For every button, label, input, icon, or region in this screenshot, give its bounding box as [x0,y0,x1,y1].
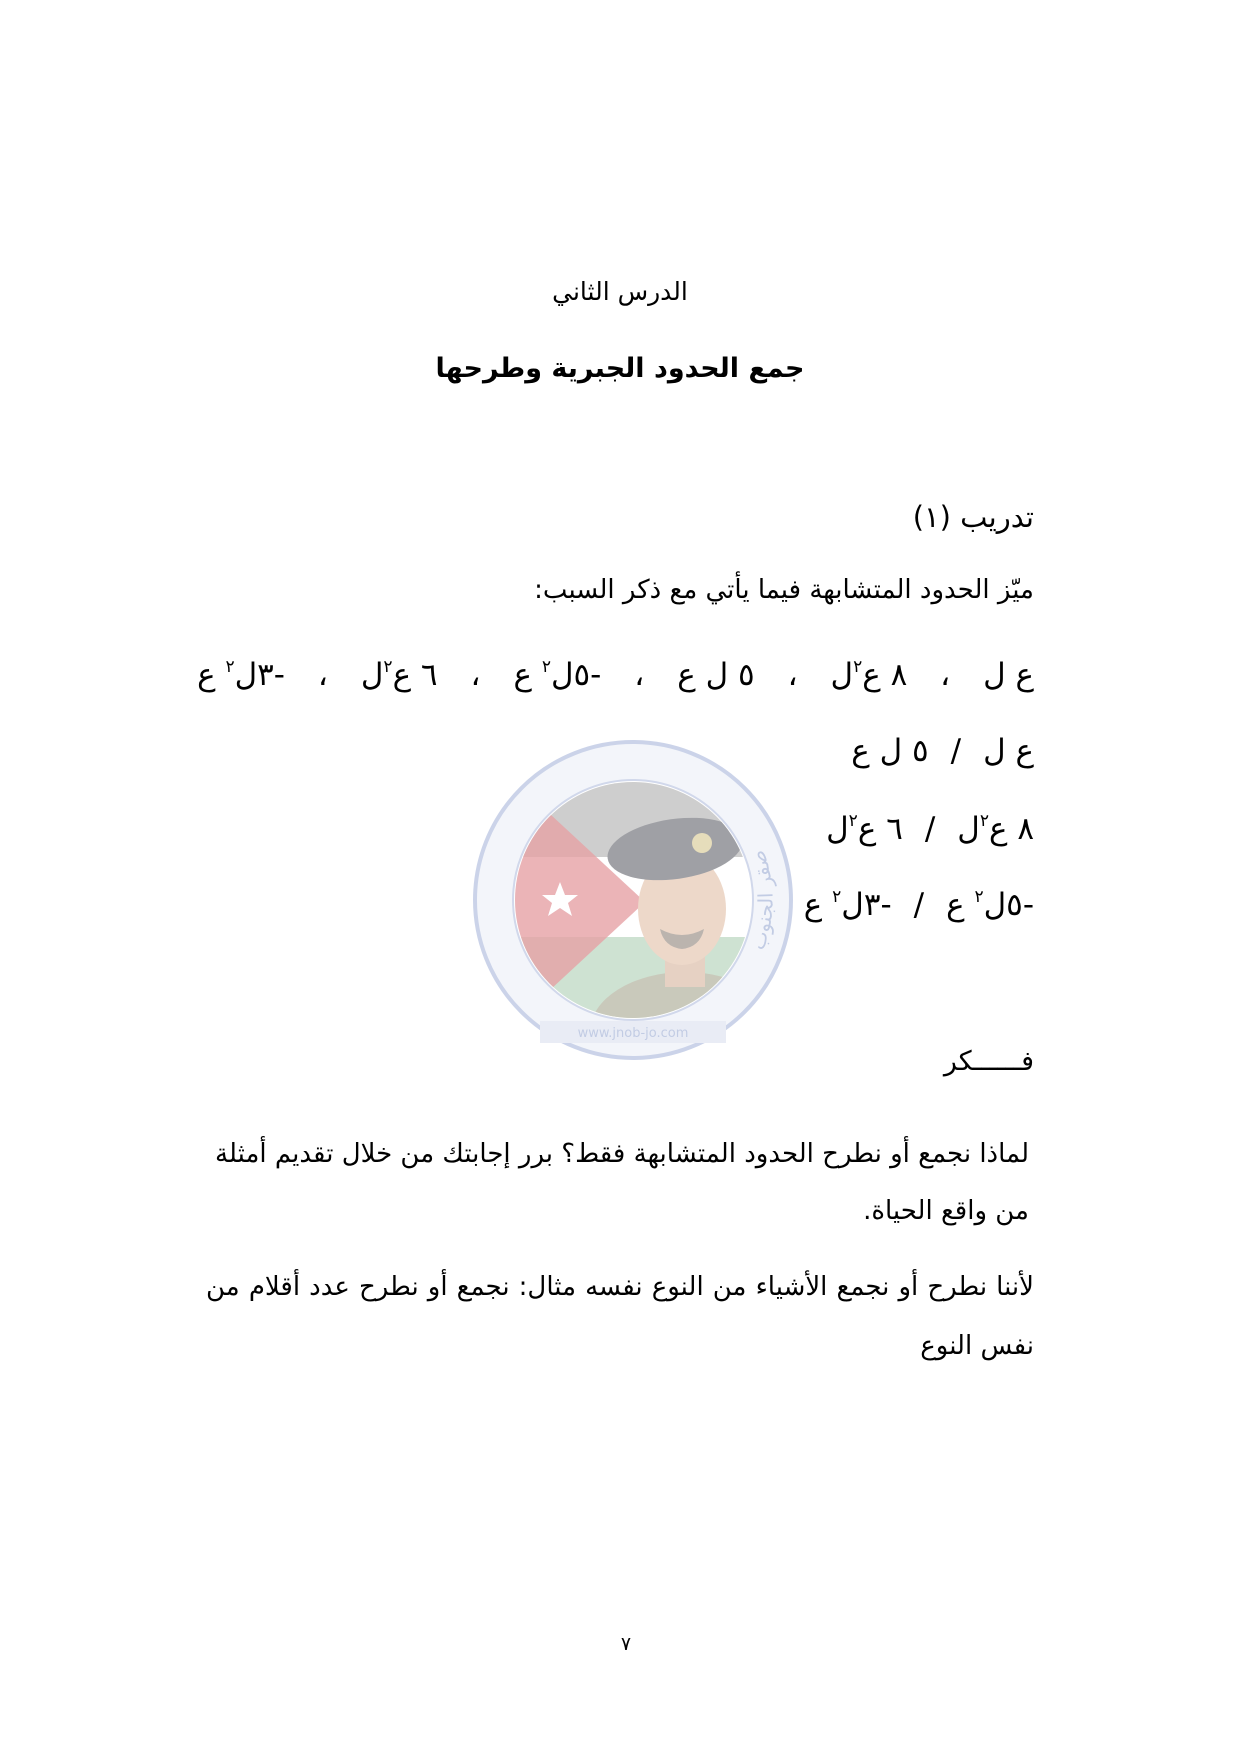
emblem-ring-text: صقر الجنوب [745,847,778,953]
watermark-emblem [470,737,796,1063]
term-separator: ، [317,657,328,693]
term-exponent: ٢ [979,811,989,832]
term-base: -٣ل [234,657,285,693]
beret-badge-icon [692,833,712,853]
think-answer [206,1258,1034,1376]
algebraic-term [831,654,908,701]
term-base: ٨ ع [988,811,1034,847]
term-rest: ع [946,887,975,923]
term-exponent: ٢ [383,657,393,678]
algebraic-term [946,884,1034,931]
exercise-heading: تدريب (١) [912,500,1034,534]
algebraic-term [983,654,1034,696]
term-base: ٦ ع [857,811,903,847]
term-rest: ل [830,657,854,693]
like-terms-pair [804,884,1034,931]
term-exponent: ٢ [848,811,858,832]
term-rest: ع [803,887,833,923]
term-rest: ل [826,811,849,847]
term-separator: ، [940,657,951,693]
term-exponent: ٢ [541,657,551,678]
algebraic-term [361,654,438,701]
algebraic-term [197,654,285,701]
term-rest: ع [197,657,226,693]
page-number: ٧ [620,1633,632,1655]
algebraic-term [804,884,892,931]
pair-divider: / [950,733,962,769]
question-line: من واقع الحياة. [863,1196,1029,1226]
think-heading: فــــــكر [943,1046,1034,1077]
term-base: ٥ ل ع [851,733,929,769]
term-base: ع ل [983,733,1034,769]
term-exponent: ٢ [853,657,863,678]
think-question [215,1126,1029,1240]
term-base: ٨ ع [862,657,908,693]
term-exponent: ٢ [832,887,842,908]
term-base: ع ل [983,657,1034,693]
pair-divider: / [924,811,936,847]
algebraic-term [677,654,754,696]
lesson-title: جمع الحدود الجبرية وطرحها [435,353,805,384]
algebraic-term [983,730,1034,772]
answer-line: لأننا نطرح أو نجمع الأشياء من النوع نفسه مثال: نجمع أو نطرح عدد أقلام من [206,1272,1034,1302]
answer-line: نفس النوع [920,1331,1034,1361]
emblem-site-text: www.jnob-jo.com [577,1026,689,1041]
algebraic-term [826,808,903,855]
question-line: لماذا نجمع أو نطرح الحدود المتشابهة فقط؟ برر إجابتك من خلال تقديم أمثلة [215,1139,1029,1169]
like-terms-pair [826,808,1034,855]
term-separator: ، [787,657,798,693]
term-base: ٥ ل ع [677,657,755,693]
algebraic-term [513,654,601,701]
exercise-instruction: ميّز الحدود المتشابهة فيما يأتي مع ذكر السبب: [534,575,1034,605]
algebraic-term [851,730,928,772]
term-base: -٥ل [550,657,602,693]
pair-divider: / [913,887,925,923]
term-rest: ع [513,657,542,693]
term-exponent: ٢ [974,887,984,908]
term-exponent: ٢ [225,657,235,678]
like-terms-pair [851,730,1034,772]
term-separator: ، [470,657,481,693]
term-separator: ، [634,657,645,693]
term-rest: ل [957,811,980,847]
term-base: -٥ل [983,887,1034,923]
term-base: -٣ل [841,887,892,923]
term-base: ٦ ع [392,657,438,693]
algebraic-term [957,808,1034,855]
term-rest: ل [360,657,384,693]
lesson-label: الدرس الثاني [552,277,688,306]
algebraic-terms-list [197,654,1034,701]
